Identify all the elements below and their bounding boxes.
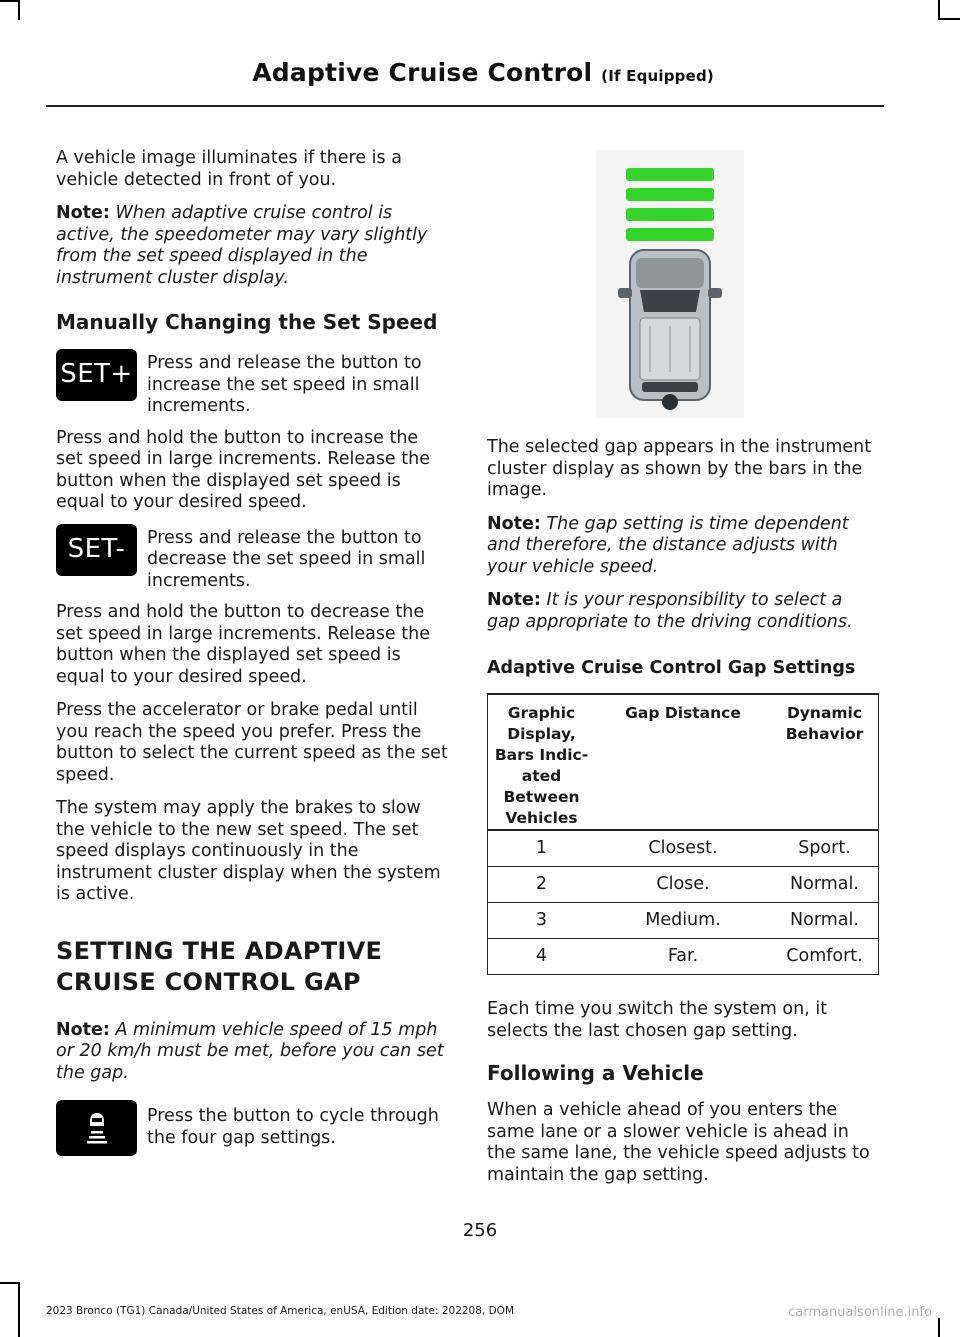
note-label: Note:	[56, 1019, 110, 1040]
vehicle-icon	[618, 250, 722, 410]
gap-settings-table	[487, 693, 879, 975]
left-column	[56, 148, 448, 1156]
note-label: Note:	[487, 590, 541, 610]
table-cell: Far.	[595, 939, 771, 975]
note	[487, 514, 879, 579]
heading-line: SETTING THE ADAPTIVE	[56, 936, 383, 965]
note	[487, 590, 879, 633]
gap-distance-button-icon	[56, 1100, 137, 1156]
crop-mark	[0, 1282, 20, 1284]
page-number: 256	[462, 1220, 498, 1241]
header-title-main: Adaptive Cruise Control	[252, 58, 593, 87]
table-cell: 4	[488, 939, 596, 975]
paragraph: Press and release the button to decrease the set speed in small increments.	[147, 527, 426, 591]
gap-button-row	[56, 1106, 448, 1156]
table-row	[488, 830, 879, 867]
table-cell: 1	[488, 830, 596, 867]
table-row	[488, 939, 879, 975]
paragraph: When a vehicle ahead of you enters the same lane or a slower vehicle is ahead in the same lane, the vehicle speed adjusts to maintain the gap setting.	[487, 1100, 870, 1185]
column-header: Graphic Display, Bars Indic-ated Between Vehicles	[488, 694, 596, 830]
column-header: Gap Distance	[595, 694, 771, 830]
table-cell: Normal.	[771, 903, 879, 939]
table-cell: Normal.	[771, 867, 879, 903]
gap-distance-icon	[83, 1110, 111, 1146]
table-heading: Adaptive Cruise Control Gap Settings	[487, 658, 856, 678]
crop-mark	[0, 0, 20, 2]
footer-edition: 2023 Bronco (TG1) Canada/United States of America, enUSA, Edition date: 202208, DOM	[46, 1305, 515, 1317]
note-text: It is your responsibility to select a gap appropriate to the driving conditions.	[487, 590, 853, 632]
crop-mark	[18, 1282, 20, 1337]
gap-bars-vehicle-illustration	[596, 150, 744, 418]
paragraph: Press and hold the button to decrease the set speed in large increments. Release the button when the displayed set speed is equal to your desired speed.	[56, 602, 430, 687]
note-text: The gap setting is time dependent and therefore, the distance adjusts with your vehicle speed.	[487, 513, 849, 577]
column-header: Dynamic Behavior	[771, 694, 879, 830]
table-cell: 3	[488, 903, 596, 939]
crop-mark	[938, 0, 940, 20]
note-text: When adaptive cruise control is active, the speedometer may vary slightly from the set speed displayed in the instrument cluster display.	[56, 203, 428, 288]
table-header-row	[488, 694, 879, 830]
note-label: Note:	[487, 513, 541, 534]
crop-mark	[18, 0, 20, 20]
section-heading: Manually Changing the Set Speed	[56, 310, 438, 334]
right-column	[487, 437, 879, 1198]
heading-line: CRUISE CONTROL GAP	[56, 967, 361, 996]
section-heading: Following a Vehicle	[487, 1061, 704, 1085]
paragraph: Press and release the button to increase the set speed in small increments.	[147, 353, 422, 416]
gap-bar	[626, 188, 714, 201]
crop-mark	[938, 1318, 940, 1337]
section-heading	[56, 936, 448, 998]
gap-bar	[626, 228, 714, 241]
gap-bar	[626, 168, 714, 181]
set-plus-button-icon: SET+	[56, 349, 137, 401]
paragraph: A vehicle image illuminates if there is a vehicle detected in front of you.	[56, 148, 402, 190]
set-minus-button-icon: SET-	[56, 524, 137, 576]
header-title-suffix: (If Equipped)	[601, 67, 714, 85]
set-minus-row	[56, 528, 448, 593]
header-rule	[46, 105, 884, 107]
table-row	[488, 903, 879, 939]
table-row	[488, 867, 879, 903]
note	[56, 1020, 448, 1085]
page-header-title	[252, 58, 714, 87]
gap-bar	[626, 208, 714, 221]
crop-mark	[938, 18, 960, 20]
paragraph: Press and hold the button to increase the set speed in large increments. Release the button when the displayed set speed is equal to your desired speed.	[56, 427, 430, 512]
table-cell: Sport.	[771, 830, 879, 867]
note-label: Note:	[56, 203, 110, 223]
paragraph: The system may apply the brakes to slow the vehicle to the new set speed. The set speed displays continuously in the instrument cluster display when the system is active.	[56, 798, 441, 904]
watermark: carmanualsonline.info	[788, 1305, 932, 1320]
table-cell: 2	[488, 867, 596, 903]
table-cell: Medium.	[595, 903, 771, 939]
paragraph: Press the button to cycle through the four gap settings.	[147, 1106, 439, 1148]
note-text: A minimum vehicle speed of 15 mph or 20 km/h must be met, before you can set the gap.	[56, 1019, 444, 1083]
table-cell: Comfort.	[771, 939, 879, 975]
table-cell: Closest.	[595, 830, 771, 867]
set-plus-row	[56, 353, 448, 418]
table-cell: Close.	[595, 867, 771, 903]
note	[56, 203, 448, 289]
paragraph: Press the accelerator or brake pedal until you reach the speed you prefer. Press the button to select the current speed as the set speed.	[56, 700, 448, 785]
paragraph: Each time you switch the system on, it selects the last chosen gap setting.	[487, 999, 828, 1041]
paragraph: The selected gap appears in the instrument cluster display as shown by the bars in the image.	[487, 437, 872, 500]
